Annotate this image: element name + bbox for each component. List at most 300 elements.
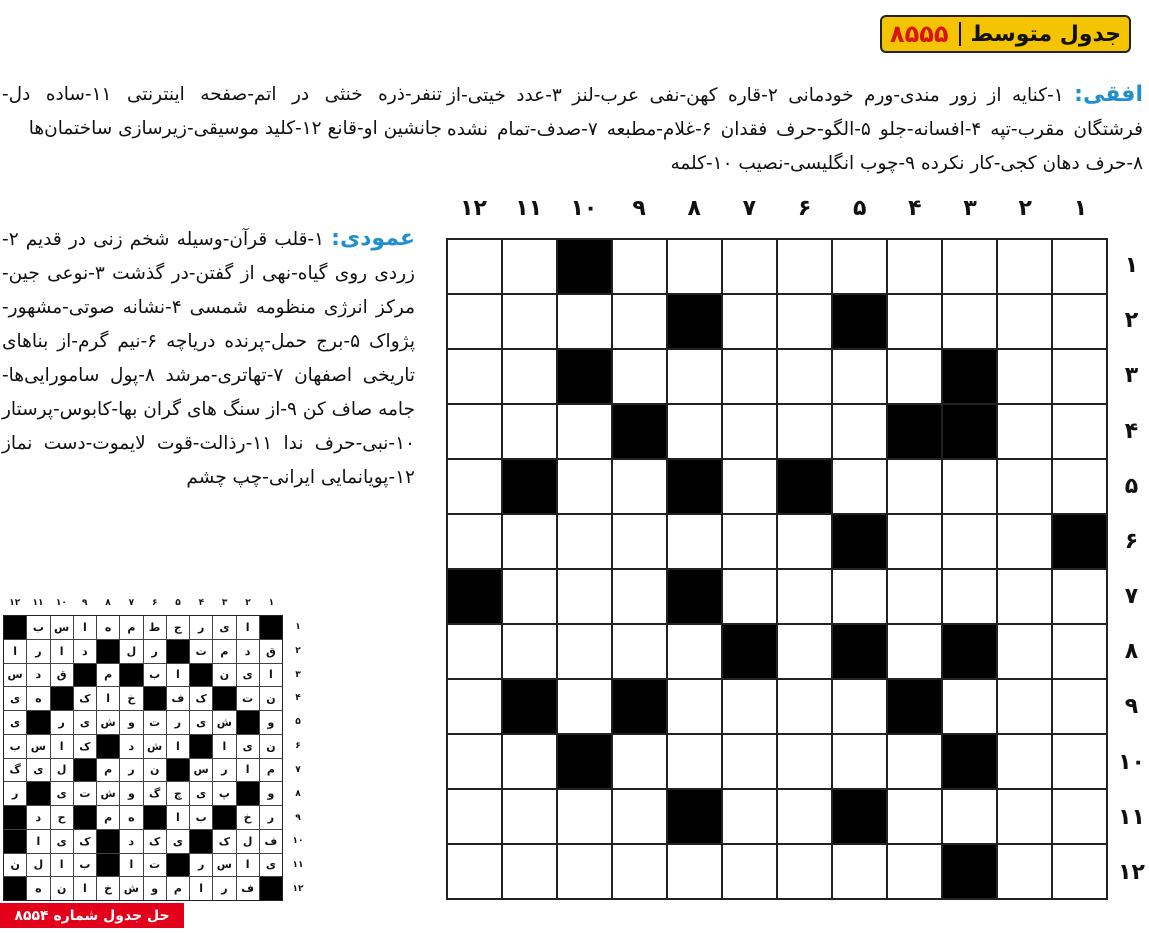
solution-letter: س <box>213 854 235 877</box>
grid-cell[interactable] <box>503 405 556 458</box>
solution-black-cell <box>4 877 26 900</box>
grid-cell[interactable] <box>448 735 501 788</box>
title-divider <box>959 22 961 46</box>
solution-black-cell <box>144 687 166 710</box>
solution-letter: پ <box>213 782 235 805</box>
grid-cell[interactable] <box>558 625 611 678</box>
black-cell <box>888 405 941 458</box>
solution-row-number: ۴ <box>295 693 301 704</box>
solution-letter: ی <box>27 759 49 782</box>
solution-letter: ا <box>167 806 189 829</box>
solution-black-cell <box>51 687 73 710</box>
row-number: ۴ <box>1124 418 1139 444</box>
grid-cell[interactable] <box>998 735 1051 788</box>
grid-cell[interactable] <box>778 350 831 403</box>
grid-cell[interactable] <box>778 735 831 788</box>
grid-cell[interactable] <box>888 240 941 293</box>
black-cell <box>558 240 611 293</box>
solution-black-cell <box>120 664 142 687</box>
solution-letter: ا <box>51 640 73 663</box>
solution-letter: ا <box>167 664 189 687</box>
solution-letter: ن <box>51 877 73 900</box>
solution-letter: م <box>97 806 119 829</box>
grid-cell[interactable] <box>558 515 611 568</box>
grid-cell[interactable] <box>448 240 501 293</box>
grid-cell[interactable] <box>723 240 776 293</box>
solution-black-cell <box>144 806 166 829</box>
solution-letter: ت <box>237 687 259 710</box>
solution-letter: گ <box>144 782 166 805</box>
crossword-grid <box>446 238 1108 900</box>
grid-cell[interactable] <box>613 240 666 293</box>
row-number: ۳ <box>1124 363 1139 389</box>
grid-cell[interactable] <box>998 845 1051 898</box>
grid-cell[interactable] <box>778 570 831 623</box>
grid-cell[interactable] <box>833 570 886 623</box>
solution-letter: م <box>97 664 119 687</box>
solution-letter: ر <box>190 854 212 877</box>
grid-cell[interactable] <box>943 790 996 843</box>
grid-cell[interactable] <box>558 570 611 623</box>
grid-cell[interactable] <box>998 240 1051 293</box>
solution-column-number: ۱ <box>268 598 275 608</box>
solution-letter: ش <box>97 711 119 734</box>
grid-cell[interactable] <box>613 295 666 348</box>
solution-letter: ا <box>237 759 259 782</box>
grid-cell[interactable] <box>943 570 996 623</box>
grid-cell[interactable] <box>833 350 886 403</box>
grid-cell[interactable] <box>723 735 776 788</box>
horizontal-heading: افقی: <box>1074 82 1143 107</box>
grid-cell[interactable] <box>558 790 611 843</box>
grid-cell[interactable] <box>998 460 1051 513</box>
grid-cell[interactable] <box>943 515 996 568</box>
solution-letter: ا <box>213 735 235 758</box>
grid-cell[interactable] <box>503 295 556 348</box>
solution-row-number: ۱۲ <box>292 884 304 895</box>
solution-letter: س <box>51 616 73 639</box>
row-number: ۵ <box>1124 473 1139 499</box>
grid-cell[interactable] <box>888 515 941 568</box>
solution-black-cell <box>97 830 119 853</box>
grid-cell[interactable] <box>1053 625 1106 678</box>
solution-row-number: ۹ <box>295 812 301 823</box>
grid-cell[interactable] <box>778 240 831 293</box>
solution-letter: ک <box>74 735 96 758</box>
solution-letter: ن <box>144 759 166 782</box>
grid-cell[interactable] <box>723 570 776 623</box>
solution-letter: م <box>213 640 235 663</box>
solution-letter: ر <box>260 806 282 829</box>
solution-letter: ر <box>120 759 142 782</box>
solution-letter: چ <box>167 782 189 805</box>
grid-cell[interactable] <box>503 240 556 293</box>
grid-cell[interactable] <box>888 790 941 843</box>
grid-cell[interactable] <box>998 515 1051 568</box>
grid-cell[interactable] <box>998 625 1051 678</box>
black-cell <box>833 295 886 348</box>
black-cell <box>943 625 996 678</box>
black-cell <box>613 405 666 458</box>
solution-column-numbers <box>3 598 283 612</box>
grid-cell[interactable] <box>668 845 721 898</box>
grid-cell[interactable] <box>778 790 831 843</box>
grid-cell[interactable] <box>888 460 941 513</box>
solution-column-number: ۲ <box>245 598 251 608</box>
row-numbers <box>1114 238 1149 900</box>
column-number: ۳ <box>963 196 977 221</box>
black-cell <box>558 735 611 788</box>
solution-letter: ب <box>190 806 212 829</box>
grid-cell[interactable] <box>723 680 776 733</box>
grid-cell[interactable] <box>613 790 666 843</box>
solution-black-cell <box>237 711 259 734</box>
row-number: ۱۰ <box>1118 749 1145 775</box>
grid-cell[interactable] <box>448 625 501 678</box>
solution-letter: ش <box>120 877 142 900</box>
solution-letter: ی <box>167 830 189 853</box>
solution-letter: ت <box>190 640 212 663</box>
solution-black-cell <box>97 854 119 877</box>
grid-cell[interactable] <box>1053 350 1106 403</box>
grid-cell[interactable] <box>888 845 941 898</box>
grid-cell[interactable] <box>723 405 776 458</box>
grid-cell[interactable] <box>613 735 666 788</box>
row-number: ۱ <box>1124 253 1139 279</box>
solution-letter: و <box>120 782 142 805</box>
solution-letter: گ <box>4 759 26 782</box>
solution-letter: ک <box>74 687 96 710</box>
grid-cell[interactable] <box>668 405 721 458</box>
solution-column-number: ۷ <box>128 598 135 608</box>
grid-cell[interactable] <box>833 240 886 293</box>
solution-letter: ت <box>144 854 166 877</box>
solution-column-number: ۱۰ <box>55 598 67 608</box>
grid-cell[interactable] <box>613 515 666 568</box>
grid-cell[interactable] <box>943 295 996 348</box>
vertical-heading: عمودی: <box>331 226 415 251</box>
grid-cell[interactable] <box>778 845 831 898</box>
grid-cell[interactable] <box>1053 570 1106 623</box>
grid-cell[interactable] <box>613 570 666 623</box>
solution-letter: ل <box>27 854 49 877</box>
grid-cell[interactable] <box>448 295 501 348</box>
solution-letter: خ <box>237 806 259 829</box>
solution-black-cell <box>74 664 96 687</box>
grid-cell[interactable] <box>1053 405 1106 458</box>
solution-column-number: ۴ <box>198 598 205 608</box>
solution-black-cell <box>74 759 96 782</box>
solution-letter: ک <box>190 687 212 710</box>
solution-letter: و <box>144 877 166 900</box>
grid-cell[interactable] <box>1053 295 1106 348</box>
solution-letter: ر <box>4 782 26 805</box>
solution-letter: ا <box>27 830 49 853</box>
solution-letter: ک <box>213 830 235 853</box>
horizontal-clues-right <box>447 78 1143 181</box>
solution-black-cell <box>97 735 119 758</box>
solution-letter: ن <box>213 664 235 687</box>
solution-letter: ی <box>51 782 73 805</box>
solution-letter: م <box>97 759 119 782</box>
grid-cell[interactable] <box>888 295 941 348</box>
solution-black-cell <box>4 830 26 853</box>
solution-letter: ا <box>4 640 26 663</box>
solution-column-number: ۶ <box>151 598 158 608</box>
solution-letter: ه <box>27 687 49 710</box>
grid-cell[interactable] <box>448 515 501 568</box>
black-cell <box>668 460 721 513</box>
grid-cell[interactable] <box>503 625 556 678</box>
black-cell <box>1053 515 1106 568</box>
solution-letter: س <box>27 735 49 758</box>
grid-cell[interactable] <box>448 460 501 513</box>
grid-cell[interactable] <box>1053 845 1106 898</box>
solution-letter: ا <box>97 687 119 710</box>
solution-letter: ی <box>4 687 26 710</box>
solution-black-cell <box>167 854 189 877</box>
solution-letter: م <box>167 877 189 900</box>
grid-cell[interactable] <box>503 515 556 568</box>
horizontal-clues-continued <box>2 78 442 146</box>
solution-letter: ی <box>190 711 212 734</box>
grid-cell[interactable] <box>1053 460 1106 513</box>
grid-cell[interactable] <box>613 460 666 513</box>
solution-letter: ف <box>237 877 259 900</box>
grid-cell[interactable] <box>998 680 1051 733</box>
grid-cell[interactable] <box>888 350 941 403</box>
column-number: ۸ <box>687 196 701 221</box>
grid-cell[interactable] <box>723 790 776 843</box>
solution-black-cell <box>190 735 212 758</box>
grid-cell[interactable] <box>503 735 556 788</box>
grid-cell[interactable] <box>998 570 1051 623</box>
solution-letter: خ <box>120 687 142 710</box>
column-number: ۷ <box>742 196 757 221</box>
solution-row-number: ۶ <box>295 741 301 752</box>
column-number: ۵ <box>853 196 867 221</box>
column-number: ۹ <box>632 196 646 221</box>
puzzle-title: جدول متوسط <box>970 21 1122 47</box>
solution-letter: ن <box>4 854 26 877</box>
solution-letter: س <box>4 664 26 687</box>
grid-cell[interactable] <box>888 625 941 678</box>
grid-cell[interactable] <box>558 460 611 513</box>
grid-cell[interactable] <box>833 735 886 788</box>
solution-letter: ا <box>51 854 73 877</box>
grid-cell[interactable] <box>558 405 611 458</box>
black-cell <box>668 790 721 843</box>
solution-letter: د <box>27 806 49 829</box>
grid-cell[interactable] <box>668 680 721 733</box>
solution-letter: د <box>120 830 142 853</box>
solution-label: حل جدول شماره ۸۵۵۴ <box>0 903 184 928</box>
grid-cell[interactable] <box>668 350 721 403</box>
solution-black-cell <box>213 806 235 829</box>
solution-letter: ک <box>144 830 166 853</box>
puzzle-title-badge <box>880 15 1131 53</box>
vertical-clues <box>2 222 415 495</box>
solution-letter: ه <box>97 616 119 639</box>
row-number: ۶ <box>1124 528 1139 554</box>
grid-cell[interactable] <box>1053 790 1106 843</box>
grid-cell[interactable] <box>998 350 1051 403</box>
solution-letter: ب <box>4 735 26 758</box>
solution-letter: و <box>120 711 142 734</box>
grid-cell[interactable] <box>503 350 556 403</box>
solution-letter: ح <box>51 806 73 829</box>
column-number: ۱۱ <box>515 196 543 221</box>
solution-letter: ر <box>213 877 235 900</box>
solution-column-number: ۵ <box>175 598 181 608</box>
grid-cell[interactable] <box>558 845 611 898</box>
grid-cell[interactable] <box>448 350 501 403</box>
solution-letter: د <box>237 640 259 663</box>
row-number: ۷ <box>1124 584 1139 610</box>
grid-cell[interactable] <box>503 845 556 898</box>
solution-black-cell <box>27 782 49 805</box>
black-cell <box>448 570 501 623</box>
grid-cell[interactable] <box>888 570 941 623</box>
solution-letter: د <box>27 664 49 687</box>
grid-cell[interactable] <box>888 735 941 788</box>
solution-letter: ق <box>260 640 282 663</box>
grid-cell[interactable] <box>723 845 776 898</box>
grid-cell[interactable] <box>778 680 831 733</box>
grid-cell[interactable] <box>558 680 611 733</box>
solution-letter: ی <box>51 830 73 853</box>
grid-cell[interactable] <box>943 240 996 293</box>
black-cell <box>833 790 886 843</box>
solution-column-number: ۳ <box>221 598 228 608</box>
grid-cell[interactable] <box>1053 735 1106 788</box>
solution-letter: ب <box>74 854 96 877</box>
solution-letter: ی <box>74 711 96 734</box>
grid-cell[interactable] <box>723 515 776 568</box>
grid-cell[interactable] <box>668 625 721 678</box>
row-number: ۱۱ <box>1118 804 1145 830</box>
solution-letter: م <box>120 616 142 639</box>
black-cell <box>668 570 721 623</box>
solution-letter: ش <box>213 711 235 734</box>
grid-cell[interactable] <box>448 845 501 898</box>
grid-cell[interactable] <box>778 625 831 678</box>
horizontal-clues-continued-text: تنفر-ذره خنثی در اتم-صفحه اینترنتی ۱۱-ساده دل-جانشین او-قانع ۱۲-کلید موسیقی-زیرسازی ساختمان‌ها <box>2 84 443 139</box>
solution-row-number: ۷ <box>295 764 301 775</box>
grid-cell[interactable] <box>833 460 886 513</box>
grid-cell[interactable] <box>558 295 611 348</box>
solution-letter: ل <box>237 830 259 853</box>
column-number: ۱۰ <box>570 196 598 221</box>
grid-cell[interactable] <box>448 405 501 458</box>
black-cell <box>943 350 996 403</box>
grid-cell[interactable] <box>723 460 776 513</box>
grid-cell[interactable] <box>613 845 666 898</box>
grid-cell[interactable] <box>943 680 996 733</box>
grid-cell[interactable] <box>723 295 776 348</box>
solution-letter: ق <box>51 664 73 687</box>
solution-letter: ت <box>74 782 96 805</box>
solution-letter: ا <box>190 877 212 900</box>
solution-letter: ا <box>237 616 259 639</box>
solution-letter: د <box>120 735 142 758</box>
grid-cell[interactable] <box>503 570 556 623</box>
black-cell <box>888 680 941 733</box>
grid-cell[interactable] <box>448 680 501 733</box>
grid-cell[interactable] <box>1053 240 1106 293</box>
grid-cell[interactable] <box>668 735 721 788</box>
solution-black-cell <box>213 687 235 710</box>
solution-letter: ف <box>260 830 282 853</box>
grid-cell[interactable] <box>833 845 886 898</box>
solution-letter: ا <box>167 735 189 758</box>
grid-cell[interactable] <box>613 350 666 403</box>
grid-cell[interactable] <box>778 295 831 348</box>
grid-cell[interactable] <box>668 515 721 568</box>
solution-letter: ر <box>144 640 166 663</box>
column-number: ۱ <box>1073 196 1088 221</box>
black-cell <box>943 405 996 458</box>
grid-cell[interactable] <box>778 405 831 458</box>
solution-letter: ل <box>51 759 73 782</box>
black-cell <box>833 625 886 678</box>
solution-letter: ه <box>27 877 49 900</box>
grid-cell[interactable] <box>998 405 1051 458</box>
grid-cell[interactable] <box>943 460 996 513</box>
solution-letter: ر <box>27 640 49 663</box>
black-cell <box>558 350 611 403</box>
solution-letter: ی <box>237 735 259 758</box>
solution-row-numbers <box>288 615 308 901</box>
solution-black-cell <box>260 616 282 639</box>
grid-cell[interactable] <box>723 350 776 403</box>
column-numbers <box>446 196 1108 226</box>
solution-letter: ی <box>190 782 212 805</box>
black-cell <box>503 680 556 733</box>
solution-black-cell <box>237 782 259 805</box>
solution-letter: ت <box>144 711 166 734</box>
column-number: ۲ <box>1018 196 1032 221</box>
solution-letter: ی <box>4 711 26 734</box>
grid-cell[interactable] <box>833 680 886 733</box>
vertical-clues-text: ۱-قلب قرآن-وسیله شخم زنی در قدیم ۲-زردی روی گیاه-نهی از گفتن-در گذشت ۳-نوعی جین-مرکز انرژی منظومه شمسی ۴-نشانه صوتی-مشهور-پژواک ۵-برج حمل-پرنده دریاچه ۶-نیم گرم-از بناهای تاریخی اصفهان ۷-تهاتری-مرشد ۸-پول سامورایی‌ها-جامه صاف کن ۹-از سنگ های گران بها-کابوس-پرستار ۱۰-نبی-حرف ندا ۱۱-رذالت-قوت لایموت-دست نماز ۱۲-پویانمایی ایرانی-چپ چشم <box>2 229 415 488</box>
solution-letter: ی <box>237 664 259 687</box>
grid-cell[interactable] <box>613 625 666 678</box>
row-number: ۹ <box>1124 694 1139 720</box>
solution-black-cell <box>190 830 212 853</box>
solution-black-cell <box>260 877 282 900</box>
grid-cell[interactable] <box>833 405 886 458</box>
grid-cell[interactable] <box>778 515 831 568</box>
solution-letter: د <box>74 640 96 663</box>
grid-cell[interactable] <box>668 240 721 293</box>
black-cell <box>668 295 721 348</box>
solution-letter: ط <box>144 616 166 639</box>
grid-cell[interactable] <box>503 790 556 843</box>
solution-black-cell <box>97 640 119 663</box>
solution-row-number: ۱ <box>295 621 301 632</box>
grid-cell[interactable] <box>998 790 1051 843</box>
grid-cell[interactable] <box>1053 680 1106 733</box>
solution-row-number: ۱۰ <box>292 836 304 847</box>
solution-letter: ک <box>74 830 96 853</box>
grid-cell[interactable] <box>448 790 501 843</box>
solution-letter: و <box>260 782 282 805</box>
grid-cell[interactable] <box>998 295 1051 348</box>
solution-column-number: ۱۱ <box>32 598 44 608</box>
solution-row-number: ۱۱ <box>292 860 304 871</box>
solution-letter: ر <box>167 711 189 734</box>
